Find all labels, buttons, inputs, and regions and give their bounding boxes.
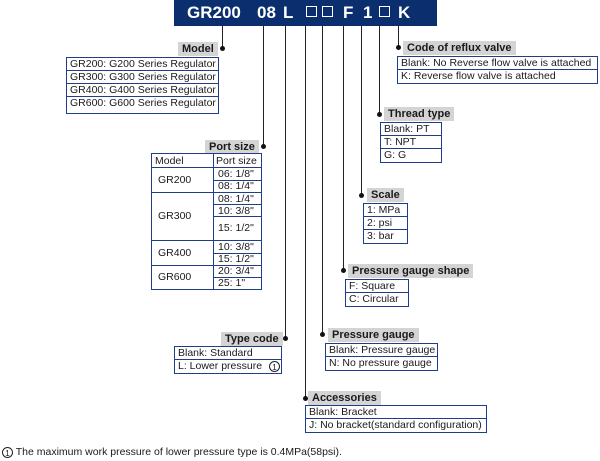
connector-type-code [285, 26, 286, 339]
accessories-option: J: No bracket(standard configuration) [309, 419, 482, 431]
reflux-valve-option: K: Reverse flow valve is attached [401, 70, 556, 82]
port-table-size: 08: 1/4" [218, 193, 254, 205]
scale-title: Scale [367, 188, 404, 202]
connector-gauge-shape [343, 26, 344, 271]
connector-port-size [263, 26, 264, 147]
gauge-shape-option: F: Square [346, 280, 408, 293]
code-gauge-shape: F [343, 3, 354, 22]
port-table-size: 15: 1/2" [218, 253, 254, 265]
code-gauge-box [322, 6, 333, 17]
port-table-size: 10: 3/8" [218, 205, 254, 217]
port-size-table [151, 153, 262, 290]
port-table-model: GR600 [158, 271, 192, 283]
pressure-gauge-option: Blank: Pressure gauge [326, 344, 437, 357]
pressure-gauge-option: N: No pressure gauge [329, 357, 432, 369]
code-accessories-box [306, 6, 317, 17]
model-option: GR600: G600 Series Regulator [70, 97, 216, 109]
dot-pressure-gauge [320, 332, 325, 337]
model-option: GR400: G400 Series Regulator [67, 84, 218, 97]
dot-model [220, 46, 225, 51]
dot-gauge-shape [341, 268, 346, 273]
scale-option: 1: MPa [364, 204, 407, 217]
gauge-shape-title: Pressure gauge shape [348, 264, 473, 278]
port-table-size: 06: 1/8" [218, 168, 254, 180]
model-option: GR300: G300 Series Regulator [67, 71, 218, 84]
port-table-size: 20: 3/4" [218, 265, 254, 277]
dot-port-size [261, 144, 266, 149]
model-option: GR200: G200 Series Regulator [67, 58, 218, 71]
type-code-option: Blank: Standard [175, 347, 281, 360]
dot-scale [359, 193, 364, 198]
model-title: Model [178, 42, 218, 56]
dot-reflux-valve [396, 45, 401, 50]
dot-type-code [283, 336, 288, 341]
port-table-model: GR400 [158, 247, 192, 259]
type-code-option [175, 360, 281, 373]
accessories-option: Blank: Bracket [306, 406, 486, 419]
thread-type-option: T: NPT [381, 136, 441, 149]
footnote-marker-1: 1 [269, 361, 280, 372]
reflux-valve-option: Blank: No Reverse flow valve is attached [398, 57, 597, 70]
port-table-model: GR300 [158, 210, 192, 222]
scale-option: 3: bar [367, 230, 394, 242]
pressure-gauge-options [325, 343, 438, 371]
thread-type-option: Blank: PT [381, 123, 441, 136]
code-reflux-valve: K [398, 3, 411, 22]
footnote-text: The maximum work pressure of lower pressure type is 0.4MPa(58psi). [15, 446, 342, 458]
code-series: GR200 [187, 3, 241, 22]
port-table-size: 15: 1/2" [218, 222, 254, 234]
thread-type-options [380, 122, 442, 163]
accessories-options [305, 405, 487, 433]
model-options [66, 57, 219, 114]
code-thread-box [379, 6, 390, 17]
port-table-header-model: Model [155, 155, 184, 167]
port-size-title: Port size [205, 140, 259, 154]
model-code-bar [174, 0, 437, 26]
footnote [2, 446, 342, 458]
pressure-gauge-title: Pressure gauge [328, 328, 419, 342]
port-table-size: 25: 1" [218, 277, 246, 289]
reflux-valve-title: Code of reflux valve [403, 41, 516, 55]
dot-thread-type [377, 112, 382, 117]
thread-type-title: Thread type [384, 107, 454, 121]
port-table-size: 08: 1/4" [218, 180, 254, 192]
connector-pressure-gauge [322, 26, 323, 335]
code-type: L [283, 3, 294, 22]
port-table-size: 10: 3/8" [218, 241, 254, 253]
port-table-model: GR200 [158, 174, 192, 186]
code-scale: 1 [363, 3, 373, 22]
gauge-shape-option: C: Circular [349, 293, 399, 305]
gauge-shape-options [345, 279, 409, 307]
thread-type-option: G: G [384, 149, 407, 161]
footnote-mark: 1 [2, 447, 13, 458]
connector-thread-type [379, 26, 380, 115]
accessories-title: Accessories [308, 391, 381, 405]
port-table-header-port: Port size [216, 155, 257, 167]
type-code-title: Type code [221, 332, 283, 346]
scale-options [363, 203, 408, 244]
scale-option: 2: psi [364, 217, 407, 230]
reflux-valve-options [397, 56, 598, 84]
connector-accessories [305, 26, 306, 399]
code-port-size: 08 [257, 3, 276, 22]
type-code-option-label: L: Lower pressure [178, 360, 263, 372]
type-code-options [174, 346, 282, 374]
connector-scale [361, 26, 362, 196]
